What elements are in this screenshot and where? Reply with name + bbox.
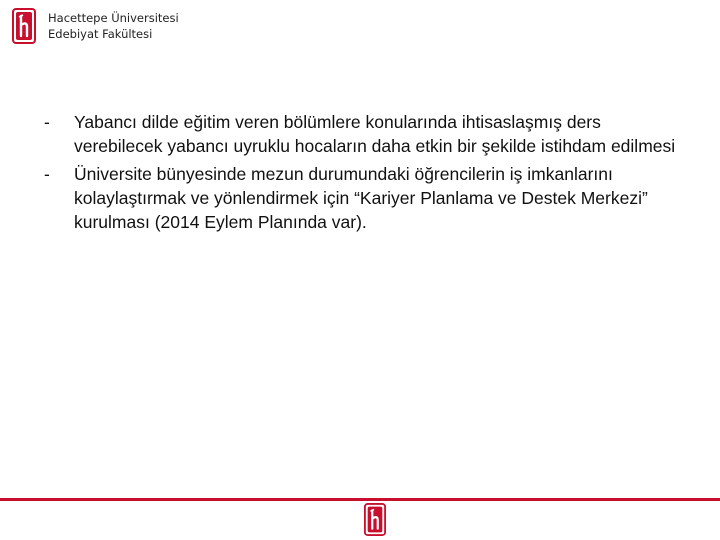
bullet-dash: - xyxy=(44,112,50,132)
bullet-item xyxy=(40,162,680,234)
bullet-text: Yabancı dilde eğitim veren bölümlere konularında ihtisaslaşmış ders verebilecek yabancı uyruklu hocaların daha etkin bir şekilde istihdam edilmesi xyxy=(74,112,676,156)
bullet-item xyxy=(40,110,680,158)
slide-header xyxy=(12,8,179,50)
slide-content xyxy=(40,110,680,238)
hacettepe-logo-icon xyxy=(364,503,386,536)
hacettepe-logo-icon xyxy=(12,8,36,44)
footer-divider xyxy=(0,498,720,501)
bullet-list xyxy=(40,110,680,234)
faculty-name: Edebiyat Fakültesi xyxy=(48,27,153,41)
bullet-text: Üniversite bünyesinde mezun durumundaki öğrencilerin iş imkanlarını kolaylaştırmak ve yönlendirmek için “Kariyer Planlama ve Destek Merkezi” kurulması (2014 Eylem Planında var). xyxy=(74,164,648,232)
university-name: Hacettepe Üniversitesi xyxy=(48,11,179,25)
bullet-dash: - xyxy=(44,164,50,184)
institution-name xyxy=(48,10,179,42)
